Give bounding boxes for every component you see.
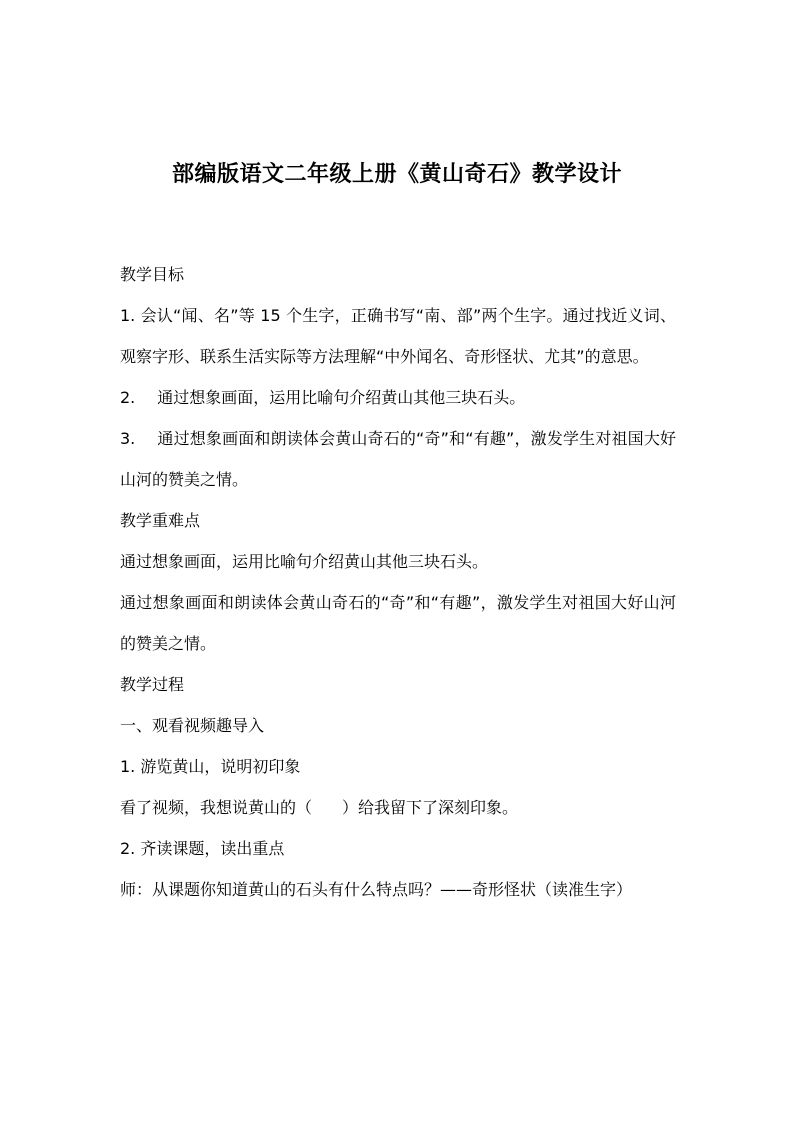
key-point-1: 通过想象画面，运用比喻句介绍黄山其他三块石头。 <box>120 552 489 571</box>
step-1-prompt-start: 看了视频，我想说黄山的（ <box>120 798 313 817</box>
objective-2-text: 通过想象画面，运用比喻句介绍黄山其他三块石头。 <box>157 388 526 407</box>
document-body <box>120 254 676 910</box>
process-heading: 教学过程 <box>120 675 185 694</box>
objective-3-text: 通过想象画面和朗读体会黄山奇石的“奇”和“有趣”，激发学生对祖国大好山河的赞美之情。 <box>120 429 676 489</box>
objectives-heading: 教学目标 <box>120 265 185 284</box>
step-1-prompt <box>120 787 676 828</box>
step-1-prompt-end: ）给我留下了深刻印象。 <box>342 798 519 817</box>
document-title: 部编版语文二年级上册《黄山奇石》教学设计 <box>171 162 622 187</box>
objective-3 <box>120 418 676 500</box>
objective-2-number: 2. <box>120 388 136 407</box>
objective-2 <box>120 377 676 418</box>
objective-3-number: 3. <box>120 429 136 448</box>
teacher-question: 师：从课题你知道黄山的石头有什么特点吗？——奇形怪状（读准生字） <box>120 880 633 899</box>
objective-1: 1. 会认“闻、名”等 15 个生字，正确书写“南、部”两个生字。通过找近义词、观察字形、联系生活实际等方法理解“中外闻名、奇形怪状、尤其”的意思。 <box>120 306 676 366</box>
key-point-2: 通过想象画面和朗读体会黄山奇石的“奇”和“有趣”，激发学生对祖国大好山河的赞美之情。 <box>120 593 676 653</box>
step-1: 1. 游览黄山，说明初印象 <box>120 757 301 776</box>
part-1-heading: 一、观看视频趣导入 <box>120 716 265 735</box>
step-2: 2. 齐读课题，读出重点 <box>120 839 285 858</box>
key-points-heading: 教学重难点 <box>120 511 201 530</box>
